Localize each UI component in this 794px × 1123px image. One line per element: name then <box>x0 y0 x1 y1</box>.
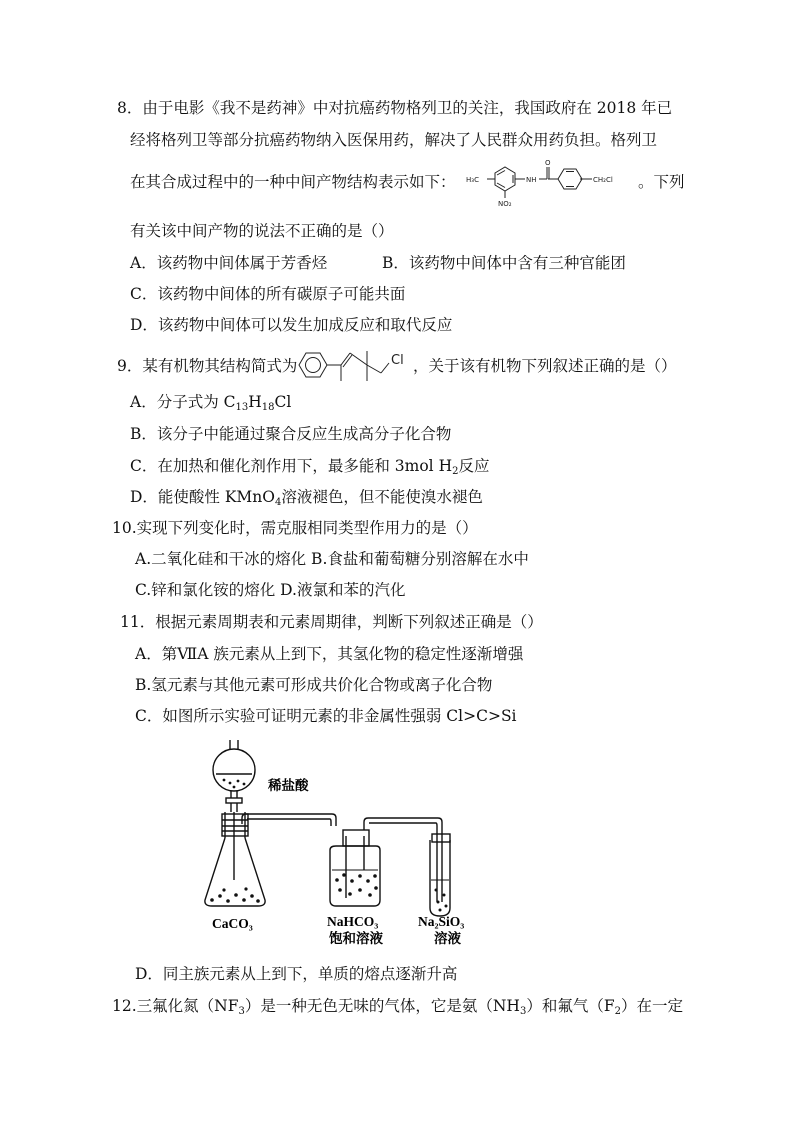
q12-b: ）是一种无色无味的气体，它是氨（NH <box>244 997 520 1015</box>
q9-option-d <box>130 487 483 507</box>
nahco3-label: NaHCO₃ <box>327 914 379 929</box>
q9-a-sub2: 18 <box>261 402 275 413</box>
q9-option-a <box>130 392 291 412</box>
q12-s3: 2 <box>614 1006 621 1017</box>
q12-a: 12.三氟化氮（NF <box>112 997 239 1015</box>
q11-option-c: C．如图所示实验可证明元素的非金属性强弱 Cl>C>Si <box>135 707 517 725</box>
q12-c: ）和氟气（F <box>526 997 615 1015</box>
q8-line-1: 8．由于电影《我不是药神》中对抗癌药物格列卫的关注，我国政府在 2018 年已 <box>117 99 673 117</box>
h3c-label: H₃C <box>466 176 479 184</box>
q9-option-b: B．该分子中能通过聚合反应生成高分子化合物 <box>130 425 452 443</box>
q9-molecule-structure <box>295 345 413 385</box>
q9-c-sub: 2 <box>452 466 459 477</box>
q12-line-1 <box>112 996 683 1016</box>
q9-a-post: Cl <box>274 393 292 411</box>
q9-d-sub: 4 <box>275 497 282 508</box>
na2sio3-label: Na₂SiO₃ <box>418 914 465 929</box>
q11-option-b: B.氢元素与其他元素可形成共价化合物或离子化合物 <box>135 676 493 694</box>
acid-label: 稀盐酸 <box>268 778 309 793</box>
caco3-label: CaCO₃ <box>212 916 253 931</box>
q9-a-mid: H <box>248 393 262 411</box>
o-label: O <box>545 159 551 167</box>
q9-cl-label: Cl <box>391 353 404 368</box>
q12-d: ）在一定 <box>620 997 683 1015</box>
ch2cl-label: CH₂Cl <box>593 176 613 184</box>
q10-options-line-1: A.二氧化硅和干冰的熔化 B.食盐和葡萄糖分别溶解在水中 <box>135 550 529 568</box>
na2sio3-solution-label: 溶液 <box>434 931 461 946</box>
q10-stem: 10.实现下列变化时，需克服相同类型作用力的是（） <box>112 519 478 537</box>
q11-stem: 11．根据元素周期表和元素周期律，判断下列叙述正确是（） <box>120 613 543 631</box>
q9-c-post: 反应 <box>458 457 490 475</box>
q8-line-4: 有关该中间产物的说法不正确的是（） <box>130 222 394 240</box>
q8-line-2: 经将格列卫等部分抗癌药物纳入医保用药，解决了人民群众用药负担。格列卫 <box>130 131 658 149</box>
q9-d-post: 溶液褪色，但不能使溴水褪色 <box>281 488 483 506</box>
q12-s1: 3 <box>238 1006 245 1017</box>
apparatus-figure <box>200 730 490 952</box>
q10-options-line-2: C.锌和氯化铵的熔化 D.液氯和苯的汽化 <box>135 581 406 599</box>
q9-c-pre: C．在加热和催化剂作用下，最多能和 3mol H <box>130 457 453 475</box>
q11-option-a: A．第ⅦA 族元素从上到下，其氢化物的稳定性逐渐增强 <box>135 645 524 663</box>
q8-option-a: A．该药物中间体属于芳香烃 <box>130 254 328 272</box>
nh-label: NH <box>526 176 537 184</box>
q9-d-pre: D．能使酸性 KMnO <box>130 488 275 506</box>
q12-s2: 3 <box>519 1006 527 1017</box>
q8-option-d: D．该药物中间体可以发生加成反应和取代反应 <box>130 316 453 334</box>
q9-stem-post: ，关于该有机物下列叙述正确的是（） <box>413 357 677 375</box>
q8-option-c: C．该药物中间体的所有碳原子可能共面 <box>130 285 406 303</box>
q9-a-sub1: 13 <box>235 402 249 413</box>
q8-line-3-post: 。下列 <box>638 173 685 191</box>
no2-label: NO₂ <box>498 200 512 208</box>
nahco3-solution-label: 饱和溶液 <box>329 931 383 946</box>
q9-stem-pre: 9．某有机物其结构简式为 <box>117 357 298 375</box>
q8-option-b: B．该药物中间体中含有三种官能团 <box>382 254 626 272</box>
q8-line-3-pre: 在其合成过程中的一种中间产物结构表示如下： <box>130 173 456 191</box>
q8-molecule-structure <box>460 155 638 213</box>
q9-option-c <box>130 456 489 476</box>
q9-a-pre: A．分子式为 C <box>130 393 236 411</box>
q11-option-d: D．同主族元素从上到下，单质的熔点逐渐升高 <box>135 965 458 983</box>
